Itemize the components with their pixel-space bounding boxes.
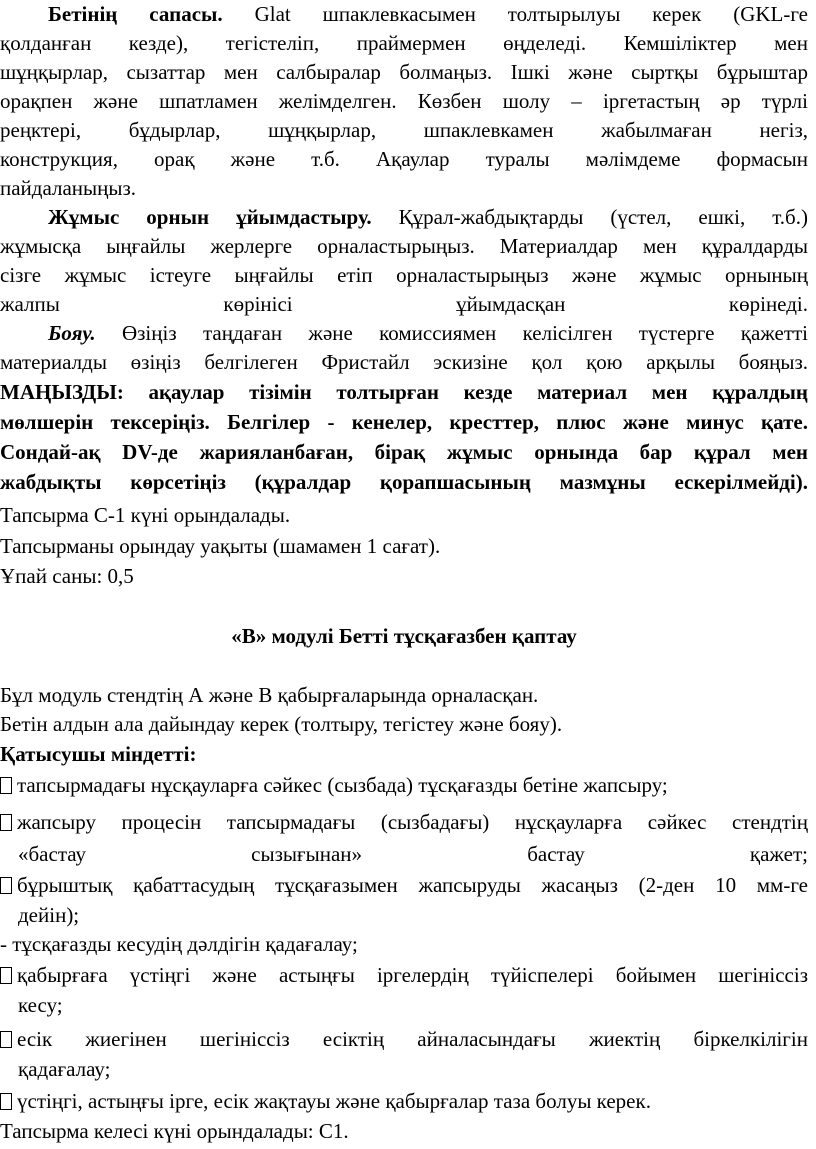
list-item: есік жиегінен шегініссіз есіктің айналасындағы жиектің біркелкілігін қадағалау; xyxy=(0,1024,808,1084)
list-item: бұрыштық қабаттасудың тұсқағазымен жапсыруды жасаңыз (2-ден 10 мм-ге дейін); xyxy=(0,870,808,930)
list-item: тапсырмадағы нұсқауларға сәйкес (сызбада) тұсқағазды бетіне жапсыру; xyxy=(0,770,808,801)
surface-quality-heading: Бетінің сапасы. xyxy=(48,2,223,26)
bullet-icon xyxy=(0,1093,12,1110)
bullet-icon xyxy=(0,1031,12,1048)
bullet-icon xyxy=(0,777,12,794)
important-note: МАҢЫЗДЫ: ақаулар тізімін толтырған кезде материал мен құралдың мөлшерін тексеріңіз. Белгілер - кенелер, кресттер, плюс және минус қате. Сондай-ақ DV-де жарияланбаған, бірақ жұмыс орнында бар құрал мен жабдықты көрсетіңіз (құралдар қорапшасының мазмұны ескерілмейді). xyxy=(0,380,808,494)
list-item: - тұсқағазды кесудің дәлдігін қадағалау; xyxy=(0,932,358,956)
task-next-day-line: Тапсырма келесі күні орындалады: С1. xyxy=(0,1119,349,1143)
list-item: қабырғаға үстіңгі және астыңғы іргелердің түйіспелері бойымен шегініссіз кесу; xyxy=(0,960,808,1020)
bullet-icon xyxy=(0,967,12,984)
bullet-icon xyxy=(0,814,12,831)
task-day-line: Тапсырма С-1 күні орындалады. xyxy=(0,503,291,527)
workplace-paragraph: Жұмыс орнын ұйымдастыру. Құрал-жабдықтарды (үстел, ешкі, т.б.) жұмысқа ыңғайлы жерлерге орналастырыңыз. Материалдар мен құралдарды сізге жұмыс істеуге ыңғайлы етіп орналастырыңыз және жұмыс орнының жалпы көрінісі ұйымдасқан көрінеді. xyxy=(0,205,808,316)
module-heading: «В» модулі Бетті тұсқағазбен қаптау xyxy=(231,624,577,648)
painting-heading: Бояу. xyxy=(48,321,96,345)
list-item: үстіңгі, астыңғы ірге, есік жақтауы және қабырғалар таза болуы керек. xyxy=(0,1087,808,1116)
bullet-icon xyxy=(0,877,12,894)
surface-quality-paragraph: Бетінің сапасы. Glat шпаклевкасымен толтырылуы керек (GKL-ге қолданған кезде), тегістеліп, праймермен өңделеді. Кемшіліктер мен шұңқырлар, сызаттар мен салбыралар болмаңыз. Ішкі және сыртқы бұрыштар орақпен және шпатламен желімделген. Көзбен шолу – іргетастың әр түрлі реңктері, бұдырлар, шұңқырлар, шпаклевкамен жабылмаған негіз, конструкция, орақ және т.б. Ақаулар туралы мәлімдеме формасын пайдаланыңыз. xyxy=(0,2,808,200)
participant-duty-label: Қатысушы міндетті: xyxy=(0,742,197,766)
module-location-line: Бұл модуль стендтің А және В қабырғаларында орналасқан. xyxy=(0,683,539,707)
workplace-heading: Жұмыс орнын ұйымдастыру. xyxy=(48,205,372,229)
module-prep-line: Бетін алдын ала дайындау керек (толтыру, тегістеу және бояу). xyxy=(0,712,563,736)
score-line: Ұпай саны: 0,5 xyxy=(0,564,134,588)
painting-paragraph: Бояу. Өзіңіз таңдаған және комиссиямен келісілген түстерге қажетті материалды өзіңіз белгілеген Фристайл эскизіне қол қою арқылы бояңыз. xyxy=(0,321,809,374)
list-item: жапсыру процесін тапсырмадағы (сызбадағы) нұсқауларға сәйкес стендтің «бастау сызығынан» бастау қажет; xyxy=(0,806,808,870)
task-time-line: Тапсырманы орындау уақыты (шамамен 1 сағат). xyxy=(0,534,441,558)
